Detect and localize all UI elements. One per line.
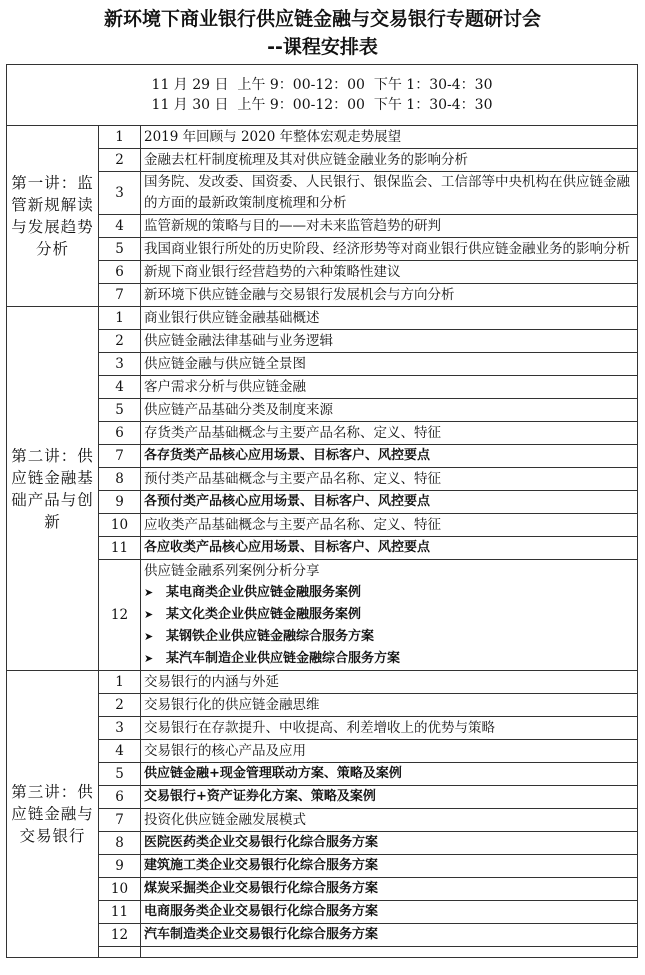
item-number: 8 [99,832,141,855]
case-study-cell [141,560,638,671]
item-text: 供应链金融+现金管理联动方案、策略及案例 [141,763,638,786]
item-number: 12 [99,924,141,947]
schedule-line: 11 月 30 日 上午 9：00-12：00 下午 1：30-4：30 [151,97,493,113]
item-number: 4 [99,740,141,763]
item-text: 供应链产品基础分类及制度来源 [141,399,638,422]
item-number: 9 [99,855,141,878]
item-text: 我国商业银行所处的历史阶段、经济形势等对商业银行供应链金融业务的影响分析 [141,238,638,261]
item-number: 1 [99,307,141,330]
arrow-bullet-icon: ➤ [144,586,154,599]
case-bullet-text: 某汽车制造企业供应链金融综合服务方案 [166,651,401,666]
case-bullet-text: 某钢铁企业供应链金融综合服务方案 [166,629,375,644]
item-text: 煤炭采掘类企业交易银行化综合服务方案 [141,878,638,901]
item-number: 6 [99,261,141,284]
item-text: 汽车制造类企业交易银行化综合服务方案 [141,924,638,947]
table-row [7,172,638,215]
item-text: 电商服务类企业交易银行化综合服务方案 [141,901,638,924]
item-number: 10 [99,878,141,901]
table-row [7,855,638,878]
item-text: 存货类产品基础概念与主要产品名称、定义、特征 [141,422,638,445]
table-row [7,284,638,307]
page-subtitle: --课程安排表 [267,36,378,58]
table-row [7,560,638,671]
table-row [7,671,638,694]
table-row [7,353,638,376]
schedule-line: 11 月 29 日 上午 9：00-12：00 下午 1：30-4：30 [151,77,493,93]
table-row [7,422,638,445]
cut-off-cell [99,947,141,958]
table-row [7,445,638,468]
cut-off-cell [141,947,638,958]
item-text: 建筑施工类企业交易银行化综合服务方案 [141,855,638,878]
item-number: 4 [99,376,141,399]
table-row [7,238,638,261]
item-text: 各存货类产品核心应用场景、目标客户、风控要点 [141,445,638,468]
case-bullet [144,582,634,604]
item-number: 6 [99,786,141,809]
table-row [7,924,638,947]
page-title: 新环境下商业银行供应链金融与交易银行专题研讨会 [103,8,541,30]
item-number: 8 [99,468,141,491]
item-text: 投资化供应链金融发展模式 [141,809,638,832]
table-row [7,468,638,491]
arrow-bullet-icon: ➤ [144,652,154,665]
item-text: 交易银行+资产证券化方案、策略及案例 [141,786,638,809]
item-text: 医院医药类企业交易银行化综合服务方案 [141,832,638,855]
item-text: 供应链金融与供应链全景图 [141,353,638,376]
item-number: 5 [99,763,141,786]
schedule-cell [7,65,638,126]
item-number: 11 [99,537,141,560]
item-number: 10 [99,514,141,537]
item-text: 金融去杠杆制度梳理及其对供应链金融业务的影响分析 [141,149,638,172]
item-number: 2 [99,330,141,353]
item-text: 新规下商业银行经营趋势的六种策略性建议 [141,261,638,284]
item-text: 监管新规的策略与目的——对未来监管趋势的研判 [141,215,638,238]
table-row [7,537,638,560]
table-row [7,307,638,330]
item-number: 1 [99,671,141,694]
item-number: 3 [99,172,141,215]
case-bullet [144,648,634,670]
section-3-title: 第三讲：供应链金融与交易银行 [7,671,99,958]
schedule-table [6,64,638,958]
item-text: 交易银行在存款提升、中收提高、利差增收上的优势与策略 [141,717,638,740]
section-2-title: 第二讲：供应链金融基础产品与创新 [7,307,99,671]
table-row [7,376,638,399]
table-row [7,832,638,855]
item-number: 11 [99,901,141,924]
item-text: 各预付类产品核心应用场景、目标客户、风控要点 [141,491,638,514]
item-text: 2019 年回顾与 2020 年整体宏观走势展望 [141,126,638,149]
item-number: 9 [99,491,141,514]
table-row [7,901,638,924]
table-row [7,809,638,832]
item-number: 5 [99,238,141,261]
item-number: 6 [99,422,141,445]
item-number: 7 [99,809,141,832]
item-number: 7 [99,284,141,307]
arrow-bullet-icon: ➤ [144,630,154,643]
item-text: 预付类产品基础概念与主要产品名称、定义、特征 [141,468,638,491]
item-number: 2 [99,694,141,717]
item-number: 7 [99,445,141,468]
schedule-row [7,65,638,126]
table-row [7,717,638,740]
case-bullet [144,604,634,626]
item-text: 新环境下供应链金融与交易银行发展机会与方向分析 [141,284,638,307]
case-study-heading: 供应链金融系列案例分析分享 [144,563,320,579]
table-row [7,740,638,763]
case-bullet-text: 某电商类企业供应链金融服务案例 [166,585,362,600]
item-number: 3 [99,353,141,376]
arrow-bullet-icon: ➤ [144,608,154,621]
item-text: 供应链金融法律基础与业务逻辑 [141,330,638,353]
item-text: 交易银行的核心产品及应用 [141,740,638,763]
table-row [7,149,638,172]
item-text: 各应收类产品核心应用场景、目标客户、风控要点 [141,537,638,560]
table-row [7,694,638,717]
table-row [7,261,638,284]
table-row [7,763,638,786]
item-text: 交易银行的内涵与外延 [141,671,638,694]
item-text: 商业银行供应链金融基础概述 [141,307,638,330]
case-bullet-text: 某文化类企业供应链金融服务案例 [166,607,362,622]
item-number: 12 [99,560,141,671]
table-row [7,786,638,809]
item-text: 国务院、发改委、国资委、人民银行、银保监会、工信部等中央机构在供应链金融的方面的最新政策制度梳理和分析 [141,172,638,215]
item-text: 客户需求分析与供应链金融 [141,376,638,399]
table-row [7,215,638,238]
table-row [7,330,638,353]
case-bullet [144,626,634,648]
table-row [7,491,638,514]
item-number: 4 [99,215,141,238]
item-number: 3 [99,717,141,740]
item-number: 5 [99,399,141,422]
table-row [7,514,638,537]
table-row [7,126,638,149]
item-text: 交易银行化的供应链金融思维 [141,694,638,717]
table-row [7,399,638,422]
table-row-cut [7,947,638,958]
item-number: 2 [99,149,141,172]
item-number: 1 [99,126,141,149]
item-text: 应收类产品基础概念与主要产品名称、定义、特征 [141,514,638,537]
table-row [7,878,638,901]
section-1-title: 第一讲：监管新规解读与发展趋势分析 [7,126,99,307]
